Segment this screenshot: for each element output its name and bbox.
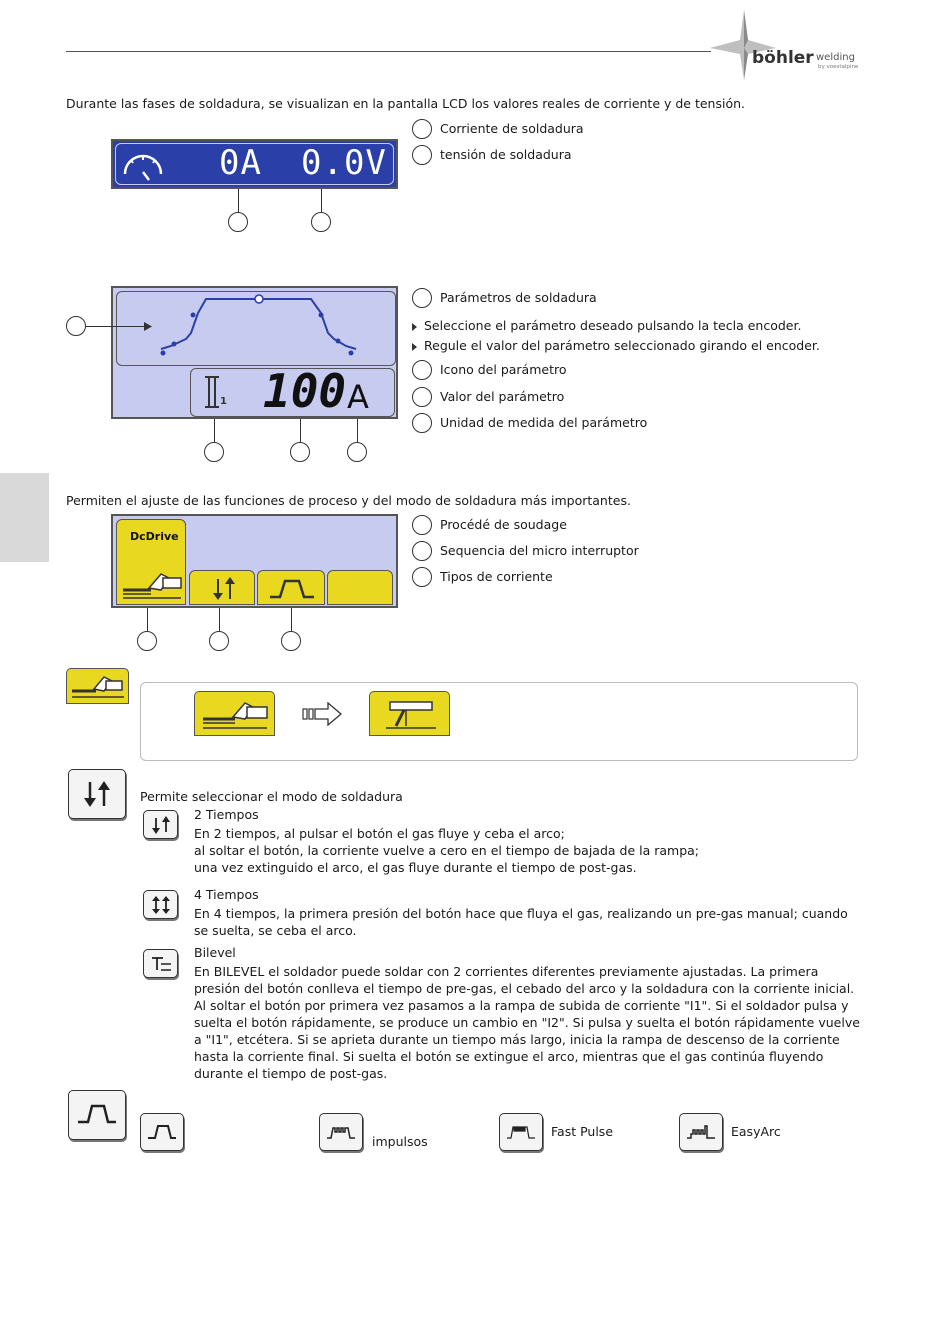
parameter-value: 100: [263, 364, 347, 418]
bilevel-icon: [143, 949, 178, 978]
softkey-label: DcDrive: [130, 530, 179, 543]
empty-softkey[interactable]: [327, 570, 393, 605]
pulse-wave-icon: [325, 1122, 357, 1142]
legend-voltage: tensión de soldadura: [440, 147, 572, 162]
fast-pulse-option[interactable]: [499, 1113, 543, 1151]
up-down-arrows-icon: [150, 815, 172, 835]
legend-param-value: Valor del parámetro: [440, 389, 565, 404]
legend-trigger: Sequencia del micro interruptor: [440, 543, 639, 558]
mode-intro: Permite seleccionar el modo de soldadura: [140, 789, 403, 804]
bullet-item: Seleccione el parámetro deseado pulsando la tecla encoder.: [412, 318, 801, 334]
callout-circle: [228, 212, 248, 232]
legend-circle: [412, 145, 432, 165]
brand-logo: [708, 10, 868, 80]
fast-pulse-icon: [505, 1122, 537, 1142]
mode-title: 2 Tiempos: [194, 807, 259, 822]
callout-line: [147, 608, 148, 631]
gauge-icon: [121, 146, 165, 182]
lcd-current-readout: 0A: [219, 143, 262, 183]
mode-description: En BILEVEL el soldador puede soldar con 2 corrientes diferentes previamente ajustadas. La primera presión del botón conlleva el tiempo de pre-gas, el cebado del arco y la soldadura con la corriente inicial. Al soltar el botón por primera vez pasamos a la rampa de subida de corriente "I1". Si el soldador pulsa y suelta el botón rápidamente, se produce un cambio en "I2". Si pulsa y suelta el botón rápidamente vuelve a "I1", etcétera. Si se aprieta durante un tiempo más largo, inicia la rampa de descenso de la corriente hasta la corriente final. Si suelta el botón se extingue el arco, mientras que el gas continúa fluyendo durante el tiempo de post-gas.: [194, 964, 860, 1081]
current-type-softkey[interactable]: [257, 570, 325, 605]
legend-circle: [412, 288, 432, 308]
dc-wave-icon: [76, 1102, 118, 1128]
trigger-mode-softkey[interactable]: [189, 570, 255, 605]
arrow-right-icon: [302, 702, 342, 726]
parameter-icon-subscript: 1: [220, 396, 227, 407]
current-type-label: Fast Pulse: [551, 1124, 614, 1139]
process-tig-liftarc-button[interactable]: [194, 691, 275, 736]
easyarc-icon: [685, 1122, 717, 1142]
pulse-current-option[interactable]: [319, 1113, 363, 1151]
legend-circle: [412, 515, 432, 535]
callout-line: [291, 608, 292, 631]
brand-tagline: by voestalpine: [818, 64, 859, 70]
mode-title: 4 Tiempos: [194, 887, 259, 902]
torch-icon: [70, 673, 126, 701]
process-mma-button[interactable]: [369, 691, 450, 736]
callout-line: [238, 189, 239, 212]
two-tiempos-icon: [143, 810, 178, 839]
easyarc-option[interactable]: [679, 1113, 723, 1151]
brand-suffix: welding: [816, 52, 855, 63]
callout-circle: [209, 631, 229, 651]
current-type-button[interactable]: [68, 1090, 126, 1140]
bullet-item: Regule el valor del parámetro seleccionado girando el encoder.: [412, 338, 820, 354]
process-softkey[interactable]: [116, 519, 186, 605]
current-type-label: EasyArc: [731, 1124, 781, 1139]
dc-wave-icon: [146, 1122, 178, 1142]
brand-name: böhler: [752, 48, 814, 68]
header-rule: [66, 51, 711, 52]
dc-current-option[interactable]: [140, 1113, 184, 1151]
callout-circle: [281, 631, 301, 651]
legend-current-types: Tipos de corriente: [440, 569, 553, 584]
callout-circle: [311, 212, 331, 232]
torch-icon: [201, 697, 271, 731]
callout-circle: [66, 316, 86, 336]
lcd-actual-values: [111, 139, 398, 189]
arrow-icon: [144, 322, 152, 331]
legend-circle: [412, 567, 432, 587]
four-tiempos-icon: [143, 890, 178, 919]
legend-circle: [412, 119, 432, 139]
legend-process: Procédé de soudage: [440, 517, 567, 532]
lcd-functions: [111, 514, 398, 608]
electrode-holder-icon: [384, 698, 438, 730]
torch-icon: [121, 568, 183, 600]
callout-circle: [290, 442, 310, 462]
lcd-voltage-readout: 0.0V: [301, 143, 387, 183]
callout-line: [321, 189, 322, 212]
legend-current: Corriente de soldadura: [440, 121, 584, 136]
parameter-unit: A: [347, 378, 369, 416]
callout-line: [86, 326, 148, 327]
section3-intro: Permiten el ajuste de las funciones de proceso y del modo de soldadura más importantes.: [66, 493, 631, 508]
side-tab: [0, 473, 49, 562]
callout-line: [357, 419, 358, 442]
legend-circle: [412, 541, 432, 561]
double-arrows-icon: [150, 895, 172, 915]
callout-circle: [204, 442, 224, 462]
current-type-label: impulsos: [372, 1134, 428, 1149]
callout-circle: [347, 442, 367, 462]
mode-description: En 4 tiempos, la primera presión del botón hace que fluya el gas, realizando un pre-gas manual; cuando se suelta, se ceba el arco.: [194, 906, 848, 938]
process-icon-small: [66, 668, 129, 704]
callout-line: [219, 608, 220, 631]
bilevel-symbol-icon: [149, 954, 173, 974]
legend-circle: [412, 387, 432, 407]
legend-circle: [412, 413, 432, 433]
legend-param-icon: Icono del parámetro: [440, 362, 567, 377]
callout-line: [214, 419, 215, 442]
legend-params-title: Parámetros de soldadura: [440, 290, 597, 305]
mode-title: Bilevel: [194, 945, 236, 960]
dc-wave-icon: [268, 577, 316, 601]
up-down-arrows-icon: [210, 575, 238, 603]
trigger-mode-button[interactable]: [68, 769, 126, 819]
mode-description: En 2 tiempos, al pulsar el botón el gas fluye y ceba el arco; al soltar el botón, la corriente vuelve a cero en el tiempo de bajada de la rampa; una vez extinguido el arco, el gas fluye durante el tiempo de post-gas.: [194, 826, 700, 875]
legend-circle: [412, 360, 432, 380]
lcd-parameters: [111, 286, 398, 419]
up-down-arrows-icon: [80, 778, 114, 810]
welding-cycle-graph: [116, 291, 396, 365]
legend-param-unit: Unidad de medida del parámetro: [440, 415, 648, 430]
callout-circle: [137, 631, 157, 651]
section1-intro: Durante las fases de soldadura, se visualizan en la pantalla LCD los valores reales de corriente y de tensión.: [66, 96, 746, 111]
callout-line: [300, 419, 301, 442]
